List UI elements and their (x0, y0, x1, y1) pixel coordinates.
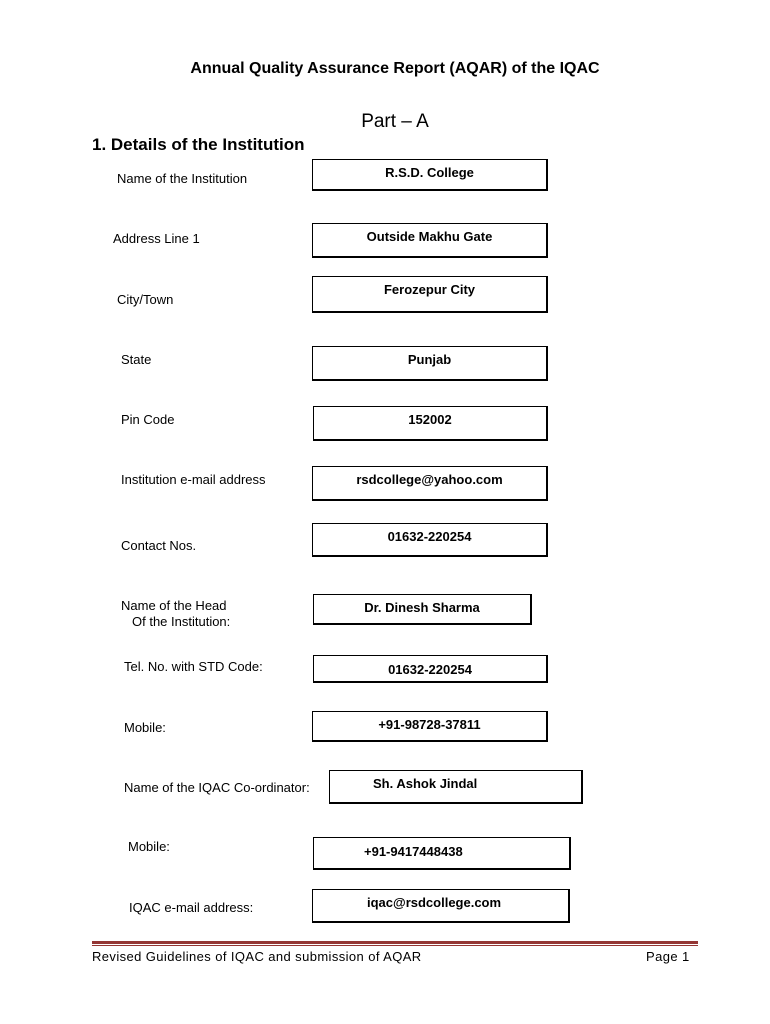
iqac-email-label: IQAC e-mail address: (129, 900, 254, 915)
contact-nos-label: Contact Nos. (121, 538, 197, 553)
city-town-field[interactable]: Ferozepur City (312, 276, 548, 313)
address-line-1-label: Address Line 1 (113, 231, 200, 246)
head-mobile-label: Mobile: (124, 720, 166, 735)
city-town-label: City/Town (117, 292, 174, 307)
tel-std-label: Tel. No. with STD Code: (124, 659, 263, 674)
head-name-field[interactable]: Dr. Dinesh Sharma (313, 594, 532, 625)
iqac-mobile-label: Mobile: (128, 839, 170, 854)
state-field[interactable]: Punjab (312, 346, 548, 381)
section-heading: 1. Details of the Institution (92, 135, 305, 154)
head-mobile-field[interactable]: +91-98728-37811 (312, 711, 548, 742)
iqac-mobile-field[interactable]: +91-9417448438 (313, 837, 571, 870)
institution-email-label: Institution e-mail address (121, 472, 266, 487)
institution-name-field[interactable]: R.S.D. College (312, 159, 548, 191)
institution-name-label: Name of the Institution (117, 171, 248, 186)
iqac-email-field[interactable]: iqac@rsdcollege.com (312, 889, 570, 923)
address-line-1-field[interactable]: Outside Makhu Gate (312, 223, 548, 258)
part-heading: Part – A (361, 111, 429, 132)
head-name-label-line-2: Of the Institution: (132, 614, 231, 629)
pin-code-field[interactable]: 152002 (313, 406, 548, 441)
iqac-coordinator-field[interactable]: Sh. Ashok Jindal (329, 770, 583, 804)
footer-guidelines-text: Revised Guidelines of IQAC and submission of AQAR (92, 949, 422, 964)
pin-code-label: Pin Code (121, 412, 175, 427)
institution-email-field[interactable]: rsdcollege@yahoo.com (312, 466, 548, 501)
head-name-label-line-1: Name of the Head (121, 598, 227, 613)
tel-std-field[interactable]: 01632-220254 (313, 655, 548, 683)
head-name-label (121, 598, 230, 630)
state-label: State (121, 352, 152, 367)
document-title: Annual Quality Assurance Report (AQAR) of the IQAC (190, 60, 600, 77)
iqac-coordinator-label: Name of the IQAC Co-ordinator: (124, 780, 310, 795)
page-number: Page 1 (646, 949, 690, 964)
contact-nos-field[interactable]: 01632-220254 (312, 523, 548, 557)
footer-rule-thick (92, 941, 698, 944)
footer-rule-thin (92, 945, 698, 946)
